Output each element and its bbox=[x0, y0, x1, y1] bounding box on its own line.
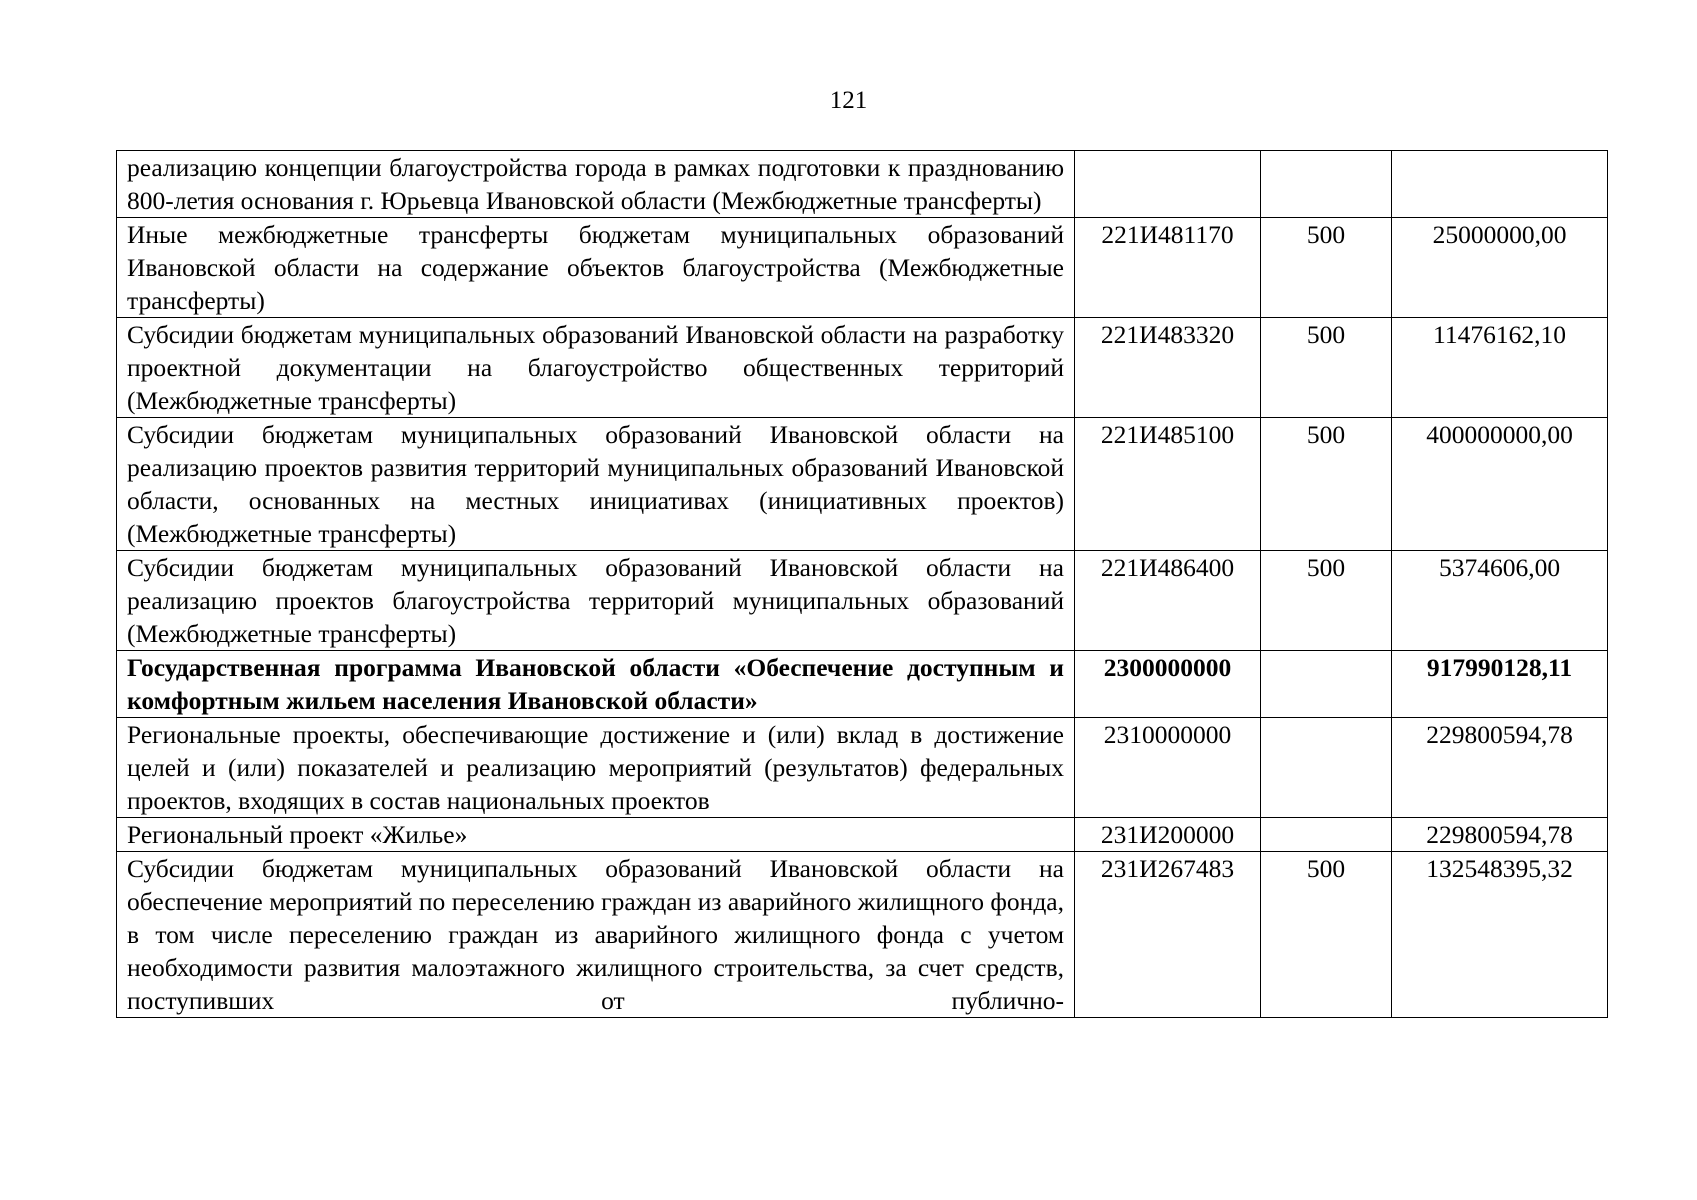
table-row bbox=[117, 818, 1608, 852]
row-name-cell: Государственная программа Ивановской области «Обеспечение доступным и комфортным жильем населения Ивановской области» bbox=[117, 651, 1075, 718]
row-type-cell: 500 bbox=[1261, 551, 1392, 651]
row-code-cell: 221И483320 bbox=[1075, 318, 1261, 418]
row-sum-cell: 5374606,00 bbox=[1392, 551, 1608, 651]
row-code-cell: 231И200000 bbox=[1075, 818, 1261, 852]
row-type-cell bbox=[1261, 151, 1392, 218]
row-code-cell: 2310000000 bbox=[1075, 718, 1261, 818]
row-name-cell: реализацию концепции благоустройства города в рамках подготовки к празднованию 800-летия основания г. Юрьевца Ивановской области (Межбюджетные трансферты) bbox=[117, 151, 1075, 218]
row-sum-cell: 132548395,32 bbox=[1392, 852, 1608, 1018]
row-name-cell: Субсидии бюджетам муниципальных образований Ивановской области на реализацию проектов благоустройства территорий муниципальных образований (Межбюджетные трансферты) bbox=[117, 551, 1075, 651]
row-code-cell: 221И486400 bbox=[1075, 551, 1261, 651]
row-name-cell: Региональный проект «Жилье» bbox=[117, 818, 1075, 852]
table-row bbox=[117, 852, 1608, 1018]
table-row bbox=[117, 218, 1608, 318]
table-row bbox=[117, 551, 1608, 651]
row-type-cell bbox=[1261, 651, 1392, 718]
row-name-cell: Региональные проекты, обеспечивающие достижение и (или) вклад в достижение целей и (или) показателей и реализацию мероприятий (результатов) федеральных проектов, входящих в состав национальных проектов bbox=[117, 718, 1075, 818]
row-type-cell: 500 bbox=[1261, 218, 1392, 318]
row-type-cell: 500 bbox=[1261, 318, 1392, 418]
row-sum-cell: 229800594,78 bbox=[1392, 818, 1608, 852]
row-code-cell bbox=[1075, 151, 1261, 218]
row-sum-cell: 400000000,00 bbox=[1392, 418, 1608, 551]
row-name-cell: Иные межбюджетные трансферты бюджетам муниципальных образований Ивановской области на содержание объектов благоустройства (Межбюджетные трансферты) bbox=[117, 218, 1075, 318]
row-code-cell: 2300000000 bbox=[1075, 651, 1261, 718]
table-row bbox=[117, 418, 1608, 551]
page-number: 121 bbox=[829, 87, 868, 114]
budget-table bbox=[116, 150, 1608, 1018]
table-row bbox=[117, 318, 1608, 418]
table-row-program bbox=[117, 651, 1608, 718]
row-code-cell: 231И267483 bbox=[1075, 852, 1261, 1018]
row-sum-cell bbox=[1392, 151, 1608, 218]
row-name-cell: Субсидии бюджетам муниципальных образований Ивановской области на обеспечение мероприятий по переселению граждан из аварийного жилищного фонда, в том числе переселению граждан из аварийного жилищного фонда с учетом необходимости развития малоэтажного жилищного строительства, за счет средств, поступивших от публично- bbox=[117, 852, 1075, 1018]
row-type-cell: 500 bbox=[1261, 852, 1392, 1018]
table-row bbox=[117, 151, 1608, 218]
row-type-cell bbox=[1261, 718, 1392, 818]
row-name-cell: Субсидии бюджетам муниципальных образований Ивановской области на реализацию проектов развития территорий муниципальных образований Ивановской области, основанных на местных инициативах (инициативных проектов) (Межбюджетные трансферты) bbox=[117, 418, 1075, 551]
row-code-cell: 221И481170 bbox=[1075, 218, 1261, 318]
row-sum-cell: 11476162,10 bbox=[1392, 318, 1608, 418]
table-row bbox=[117, 718, 1608, 818]
row-type-cell: 500 bbox=[1261, 418, 1392, 551]
row-code-cell: 221И485100 bbox=[1075, 418, 1261, 551]
row-type-cell bbox=[1261, 818, 1392, 852]
row-sum-cell: 229800594,78 bbox=[1392, 718, 1608, 818]
row-name-cell: Субсидии бюджетам муниципальных образований Ивановской области на разработку проектной документации на благоустройство общественных территорий (Межбюджетные трансферты) bbox=[117, 318, 1075, 418]
row-sum-cell: 917990128,11 bbox=[1392, 651, 1608, 718]
row-sum-cell: 25000000,00 bbox=[1392, 218, 1608, 318]
